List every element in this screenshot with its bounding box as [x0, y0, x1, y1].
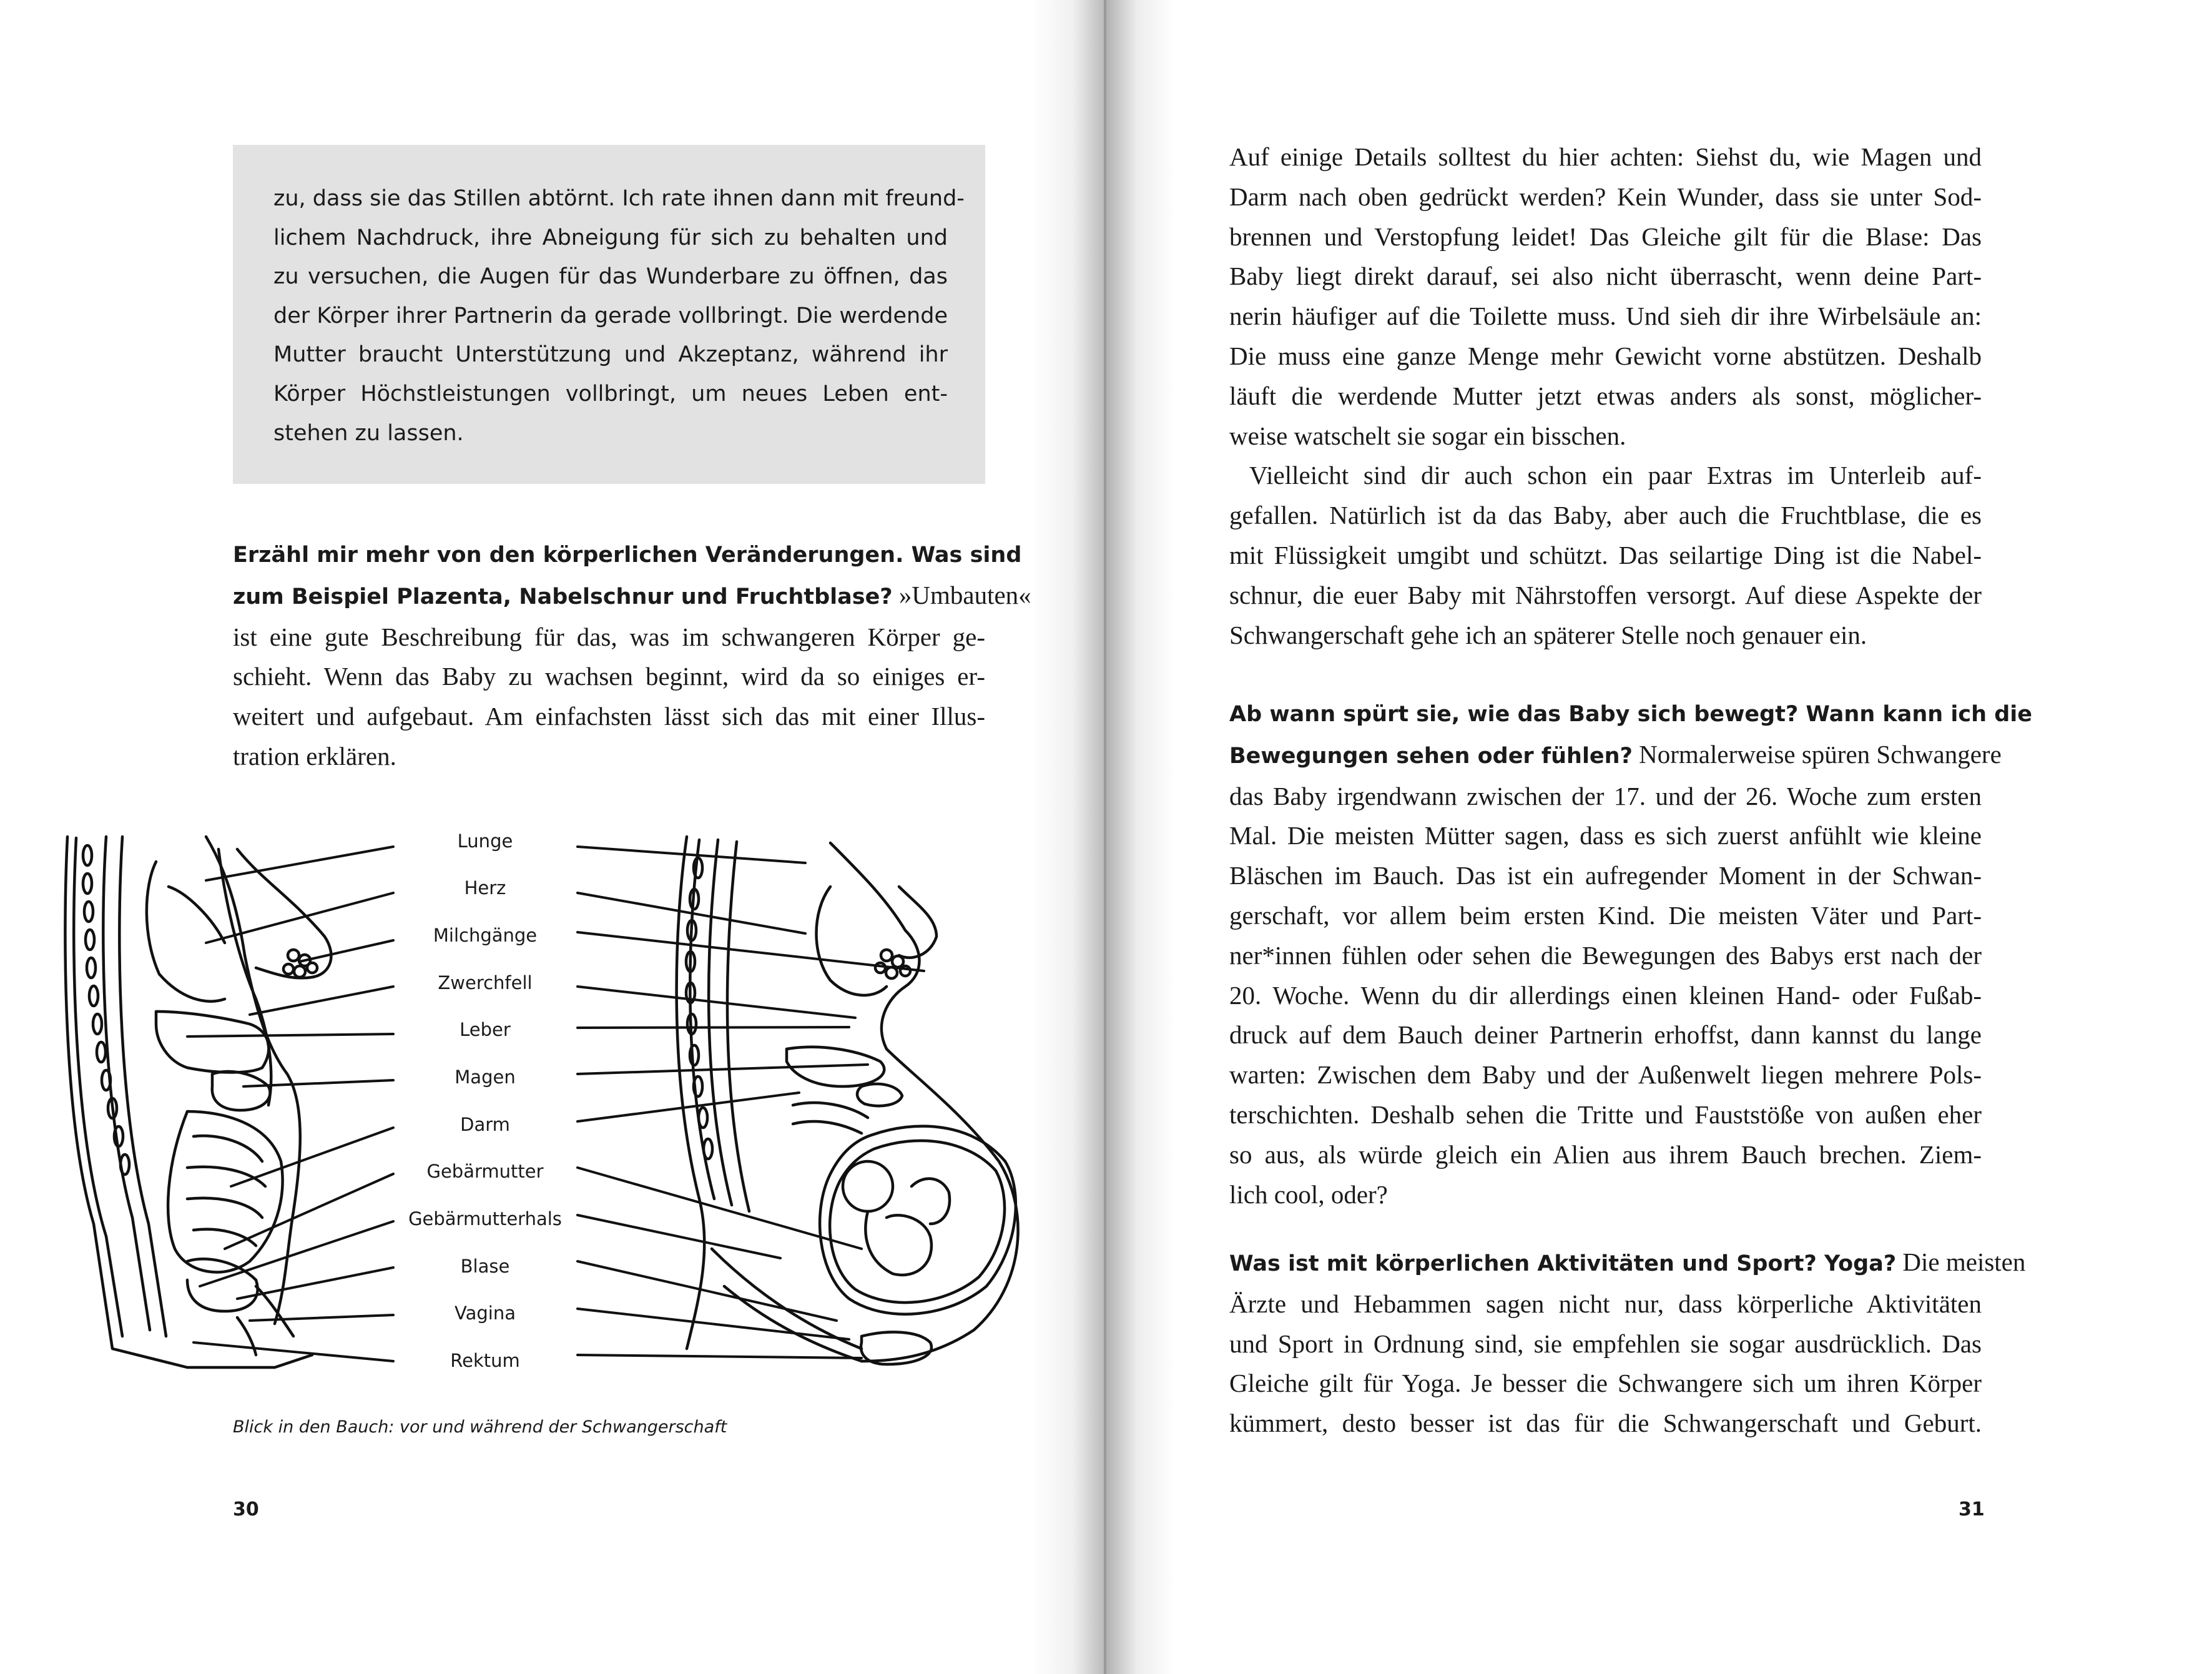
- figure-caption: Blick in den Bauch: vor und während der Schwangerschaft: [233, 1417, 727, 1437]
- paragraph-details: [1229, 137, 1982, 655]
- text-line: Mutter braucht Unterstützung und Akzeptanz, während ihr: [273, 342, 948, 368]
- figure-during-pregnancy: [677, 837, 1018, 1364]
- right-page: [1106, 0, 2212, 1674]
- page-number-left: 30: [233, 1499, 259, 1520]
- text-line: das Baby irgendwann zwischen der 17. und der 26. Woche zum ersten: [1229, 781, 1982, 810]
- text-line: Gleiche gilt für Yoga. Je besser die Schwangere sich um ihren Körper: [1229, 1369, 1982, 1398]
- diagram-label-heart: Herz: [464, 877, 506, 899]
- text-line: Schwangerschaft gehe ich an späterer Stelle noch genauer ein.: [1229, 620, 1867, 649]
- section-body-changes: [233, 534, 1031, 777]
- grey-info-box: [233, 145, 985, 484]
- diagram-label-intestine: Darm: [460, 1114, 510, 1135]
- question-heading: Erzähl mir mehr von den körperlichen Veränderungen. Was sind: [233, 543, 1022, 568]
- text-line: Bläschen im Bauch. Das ist ein aufregender Moment in der Schwan-: [1229, 861, 1982, 890]
- diagram-label-liver: Leber: [460, 1019, 511, 1040]
- section-baby-movement: [1229, 693, 2032, 1214]
- text-line: warten: Zwischen dem Baby und der Außenwelt liegen mehrere Pols-: [1229, 1060, 1982, 1090]
- text-line: so aus, als würde gleich ein Alien aus ihrem Bauch brechen. Ziem-: [1229, 1140, 1982, 1169]
- text-line: Die muss eine ganze Menge mehr Gewicht vorne abstützen. Deshalb: [1229, 341, 1982, 370]
- text-line: Körper Höchstleistungen vollbringt, um neues Leben ent-: [273, 381, 948, 406]
- question-heading: Bewegungen sehen oder fühlen?: [1229, 743, 1633, 769]
- text-line: mit Flüssigkeit umgibt und schützt. Das seilartige Ding ist die Nabel-: [1229, 540, 1982, 569]
- diagram-label-cervix: Gebärmutterhals: [408, 1208, 562, 1229]
- text-line: Mal. Die meisten Mütter sagen, dass es sich zuerst anfühlt wie kleine: [1229, 821, 1982, 850]
- text-line: Ärzte und Hebammen sagen nicht nur, dass körperliche Aktivitäten: [1229, 1289, 1982, 1318]
- text-line: lich cool, oder?: [1229, 1179, 1388, 1209]
- text-line: der Körper ihrer Partnerin da gerade vollbringt. Die werdende: [273, 303, 948, 328]
- text-line: brennen und Verstopfung leidet! Das Gleiche gilt für die Blase: Das: [1229, 222, 1982, 251]
- text-line: 20. Woche. Wenn du dir allerdings einen kleinen Hand- oder Fußab-: [1229, 980, 1982, 1010]
- question-heading: zum Beispiel Plazenta, Nabelschnur und Fruchtblase?: [233, 584, 893, 609]
- diagram-label-uterus: Gebärmutter: [426, 1161, 544, 1182]
- text-line: und Sport in Ordnung sind, sie empfehlen sie sogar ausdrücklich. Das: [1229, 1329, 1982, 1358]
- text-line: weise watschelt sie sogar ein bisschen.: [1229, 421, 1626, 450]
- text-line: schieht. Wenn das Baby zu wachsen beginnt, wird da so einiges er-: [233, 662, 985, 691]
- text-line: stehen zu lassen.: [273, 420, 464, 446]
- text-line: terschichten. Deshalb sehen die Tritte und Fauststöße von außen eher: [1229, 1100, 1982, 1129]
- gutter-shadow: [1106, 0, 1175, 1674]
- text-line: Auf einige Details solltest du hier achten: Siehst du, wie Magen und: [1229, 142, 1982, 171]
- text-line: gerschaft, vor allem beim ersten Kind. Die meisten Väter und Part-: [1229, 900, 1982, 930]
- diagram-label-lung: Lunge: [457, 830, 513, 852]
- text-line: kümmert, desto besser ist das für die Schwangerschaft und Geburt.: [1229, 1409, 1982, 1438]
- question-heading: Ab wann spürt sie, wie das Baby sich bewegt? Wann kann ich die: [1229, 702, 2032, 727]
- text-line: ner*innen fühlen oder sehen die Bewegungen des Babys erst nach der: [1229, 940, 1982, 970]
- text-line: läuft die werdende Mutter jetzt etwas anders als sonst, möglicher-: [1229, 381, 1982, 410]
- leader-lines-right: [578, 847, 924, 1358]
- diagram-label-rectum: Rektum: [450, 1350, 520, 1371]
- info-box-text: [273, 179, 965, 453]
- text-line: zum Beispiel Plazenta, Nabelschnur und Fruchtblase? »Umbauten«: [233, 580, 1031, 609]
- text-line: Baby liegt direkt darauf, sei also nicht überrascht, wenn deine Part-: [1229, 262, 1982, 291]
- text-line: zu versuchen, die Augen für das Wunderbare zu öffnen, das: [273, 264, 948, 290]
- section-sport: [1229, 1243, 2026, 1444]
- diagram-label-stomach: Magen: [455, 1066, 516, 1088]
- text-line: tration erklären.: [233, 741, 396, 771]
- text-line: Was ist mit körperlichen Aktivitäten und Sport? Yoga? Die meisten: [1229, 1248, 2026, 1276]
- text-line: lichem Nachdruck, ihre Abneigung für sich zu behalten und: [273, 225, 948, 250]
- text-line: Bewegungen sehen oder fühlen? Normalerweise spüren Schwangere: [1229, 739, 2002, 769]
- text-line: Vielleicht sind dir auch schon ein paar Extras im Unterleib auf-: [1249, 461, 1982, 490]
- text-line: Darm nach oben gedrückt werden? Kein Wunder, dass sie unter Sod-: [1229, 182, 1982, 211]
- text-line: ist eine gute Beschreibung für das, was im schwangeren Körper ge-: [233, 622, 985, 651]
- page-number-right: 31: [1959, 1499, 1985, 1520]
- diagram-label-milk-ducts: Milchgänge: [433, 925, 538, 946]
- text-line: weitert und aufgebaut. Am einfachsten lässt sich das mit einer Illus-: [233, 702, 985, 731]
- question-heading: Was ist mit körperlichen Aktivitäten und Sport? Yoga?: [1229, 1251, 1897, 1276]
- diagram-label-diaphragm: Zwerchfell: [438, 972, 533, 993]
- text-line: nerin häufiger auf die Toilette muss. Und sieh dir ihre Wirbelsäule an:: [1229, 302, 1982, 331]
- diagram-label-vagina: Vagina: [455, 1302, 516, 1324]
- diagram-label-bladder: Blase: [460, 1256, 510, 1277]
- text-line: gefallen. Natürlich ist da das Baby, aber auch die Fruchtblase, die es: [1229, 501, 1982, 530]
- text-line: zu, dass sie das Stillen abtörnt. Ich rate ihnen dann mit freund-: [273, 186, 965, 211]
- text-line: schnur, die euer Baby mit Nährstoffen versorgt. Auf diese Aspekte der: [1229, 580, 1982, 609]
- text-line: druck auf dem Bauch deiner Partnerin erhoffst, dann kannst du lange: [1229, 1020, 1982, 1050]
